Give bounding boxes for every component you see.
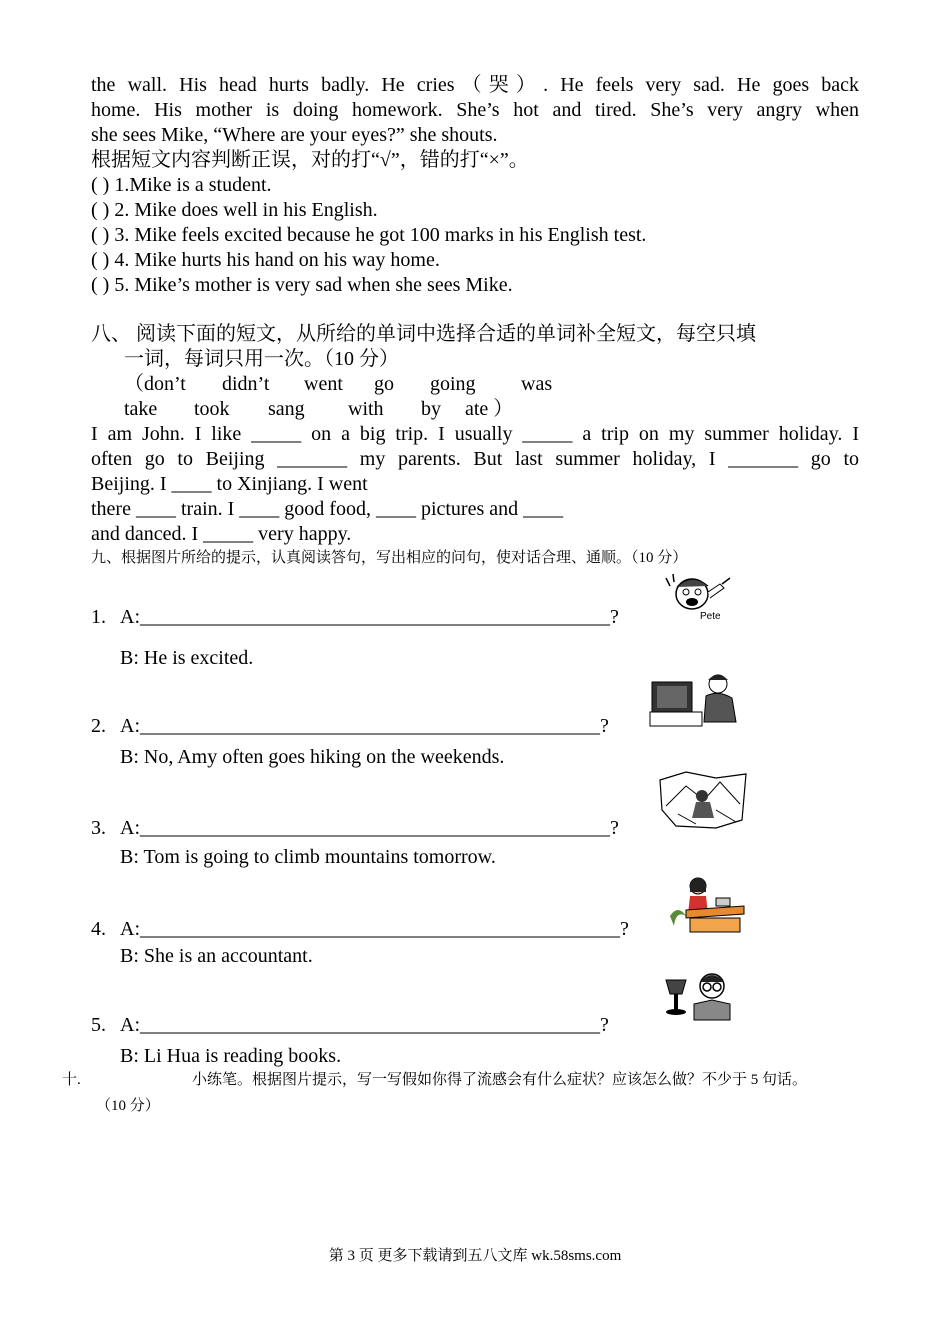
tf-item: ( ) 5. Mike’s mother is very sad when she sees Mike. (91, 274, 513, 296)
wordbank-word: was (521, 373, 553, 395)
item-number: 2. (91, 715, 106, 737)
question-blank: A:______________________________________________? (120, 715, 609, 737)
item-number: 3. (91, 817, 106, 839)
cloze-line: and danced. I _____ very happy. (91, 523, 352, 545)
section10-prompt: 小练笔。根据图片提示，写一写假如你得了流感会有什么症状？应该怎么做？不少于 5 句话。 (192, 1072, 808, 1088)
answer-text: B: No, Amy often goes hiking on the weekends. (120, 746, 505, 768)
cloze-line: there ____ train. I ____ good food, ____ pictures and ____ (91, 498, 564, 520)
tf-instruction: 根据短文内容判断正误，对的打“√”，错的打“×”。 (91, 149, 529, 171)
wordbank-word: go (374, 373, 394, 395)
wordbank-word: went (304, 373, 343, 395)
wordbank-word: take (124, 398, 158, 420)
question-blank: A:_______________________________________________? (120, 606, 619, 628)
section8-title-cont: 一词，每词只用一次。（10 分） (124, 348, 399, 370)
section9-title: 九、根据图片所给的提示，认真阅读答句，写出相应的问句，使对话合理、通顺。（10 分） (91, 550, 688, 566)
page-footer: 第 3 页 更多下载请到五八文库 wk.58sms.com (328, 1248, 622, 1264)
tf-item: ( ) 4. Mike hurts his hand on his way home. (91, 249, 440, 271)
climbing-mountains-picture (656, 770, 751, 832)
pete-excited-picture (664, 572, 734, 624)
wordbank-word: with (348, 398, 384, 420)
wordbank-word: sang (268, 398, 305, 420)
passage-line-3: she sees Mike, “Where are your eyes?” she shouts. (91, 124, 498, 146)
cloze-line: often go to Beijing _______ my parents. But last summer holiday, I _______ go to (91, 448, 859, 470)
question-blank: A:_______________________________________________? (120, 817, 619, 839)
item-number: 5. (91, 1014, 106, 1036)
answer-text: B: He is excited. (120, 647, 254, 669)
item-number: 4. (91, 918, 106, 940)
cloze-line: Beijing. I ____ to Xinjiang. I went (91, 473, 368, 495)
section10-number: 十. (62, 1072, 81, 1088)
wordbank-word: ate ） (465, 398, 514, 420)
section8-title: 八、 阅读下面的短文，从所给的单词中选择合适的单词补全短文，每空只填 (91, 323, 756, 345)
wordbank-word: （don’t (124, 373, 186, 395)
wordbank-word: going (430, 373, 476, 395)
passage-line-2: home. His mother is doing homework. She’s hot and tired. She’s very angry when (91, 99, 859, 121)
tf-item: ( ) 2. Mike does well in his English. (91, 199, 378, 221)
pete-label: Pete (700, 611, 721, 622)
section10-score: （10 分） (96, 1098, 160, 1114)
wordbank-word: by (421, 398, 441, 420)
reading-books-picture (660, 966, 738, 1026)
passage-line-1: the wall. His head hurts badly. He cries（哭）. He feels very sad. He goes back (91, 74, 859, 96)
answer-text: B: Li Hua is reading books. (120, 1045, 342, 1067)
question-blank: A:______________________________________________? (120, 1014, 609, 1036)
item-number: 1. (91, 606, 106, 628)
cloze-line: I am John. I like _____ on a big trip. I usually _____ a trip on my summer holiday. I (91, 423, 859, 445)
wordbank-word: took (194, 398, 230, 420)
answer-text: B: She is an accountant. (120, 945, 313, 967)
tv-watching-picture (648, 670, 743, 730)
wordbank-word: didn’t (222, 373, 270, 395)
accountant-picture (668, 870, 746, 934)
tf-item: ( ) 3. Mike feels excited because he got 100 marks in his English test. (91, 224, 647, 246)
question-blank: A:________________________________________________? (120, 918, 629, 940)
tf-item: ( ) 1.Mike is a student. (91, 174, 272, 196)
answer-text: B: Tom is going to climb mountains tomorrow. (120, 846, 496, 868)
